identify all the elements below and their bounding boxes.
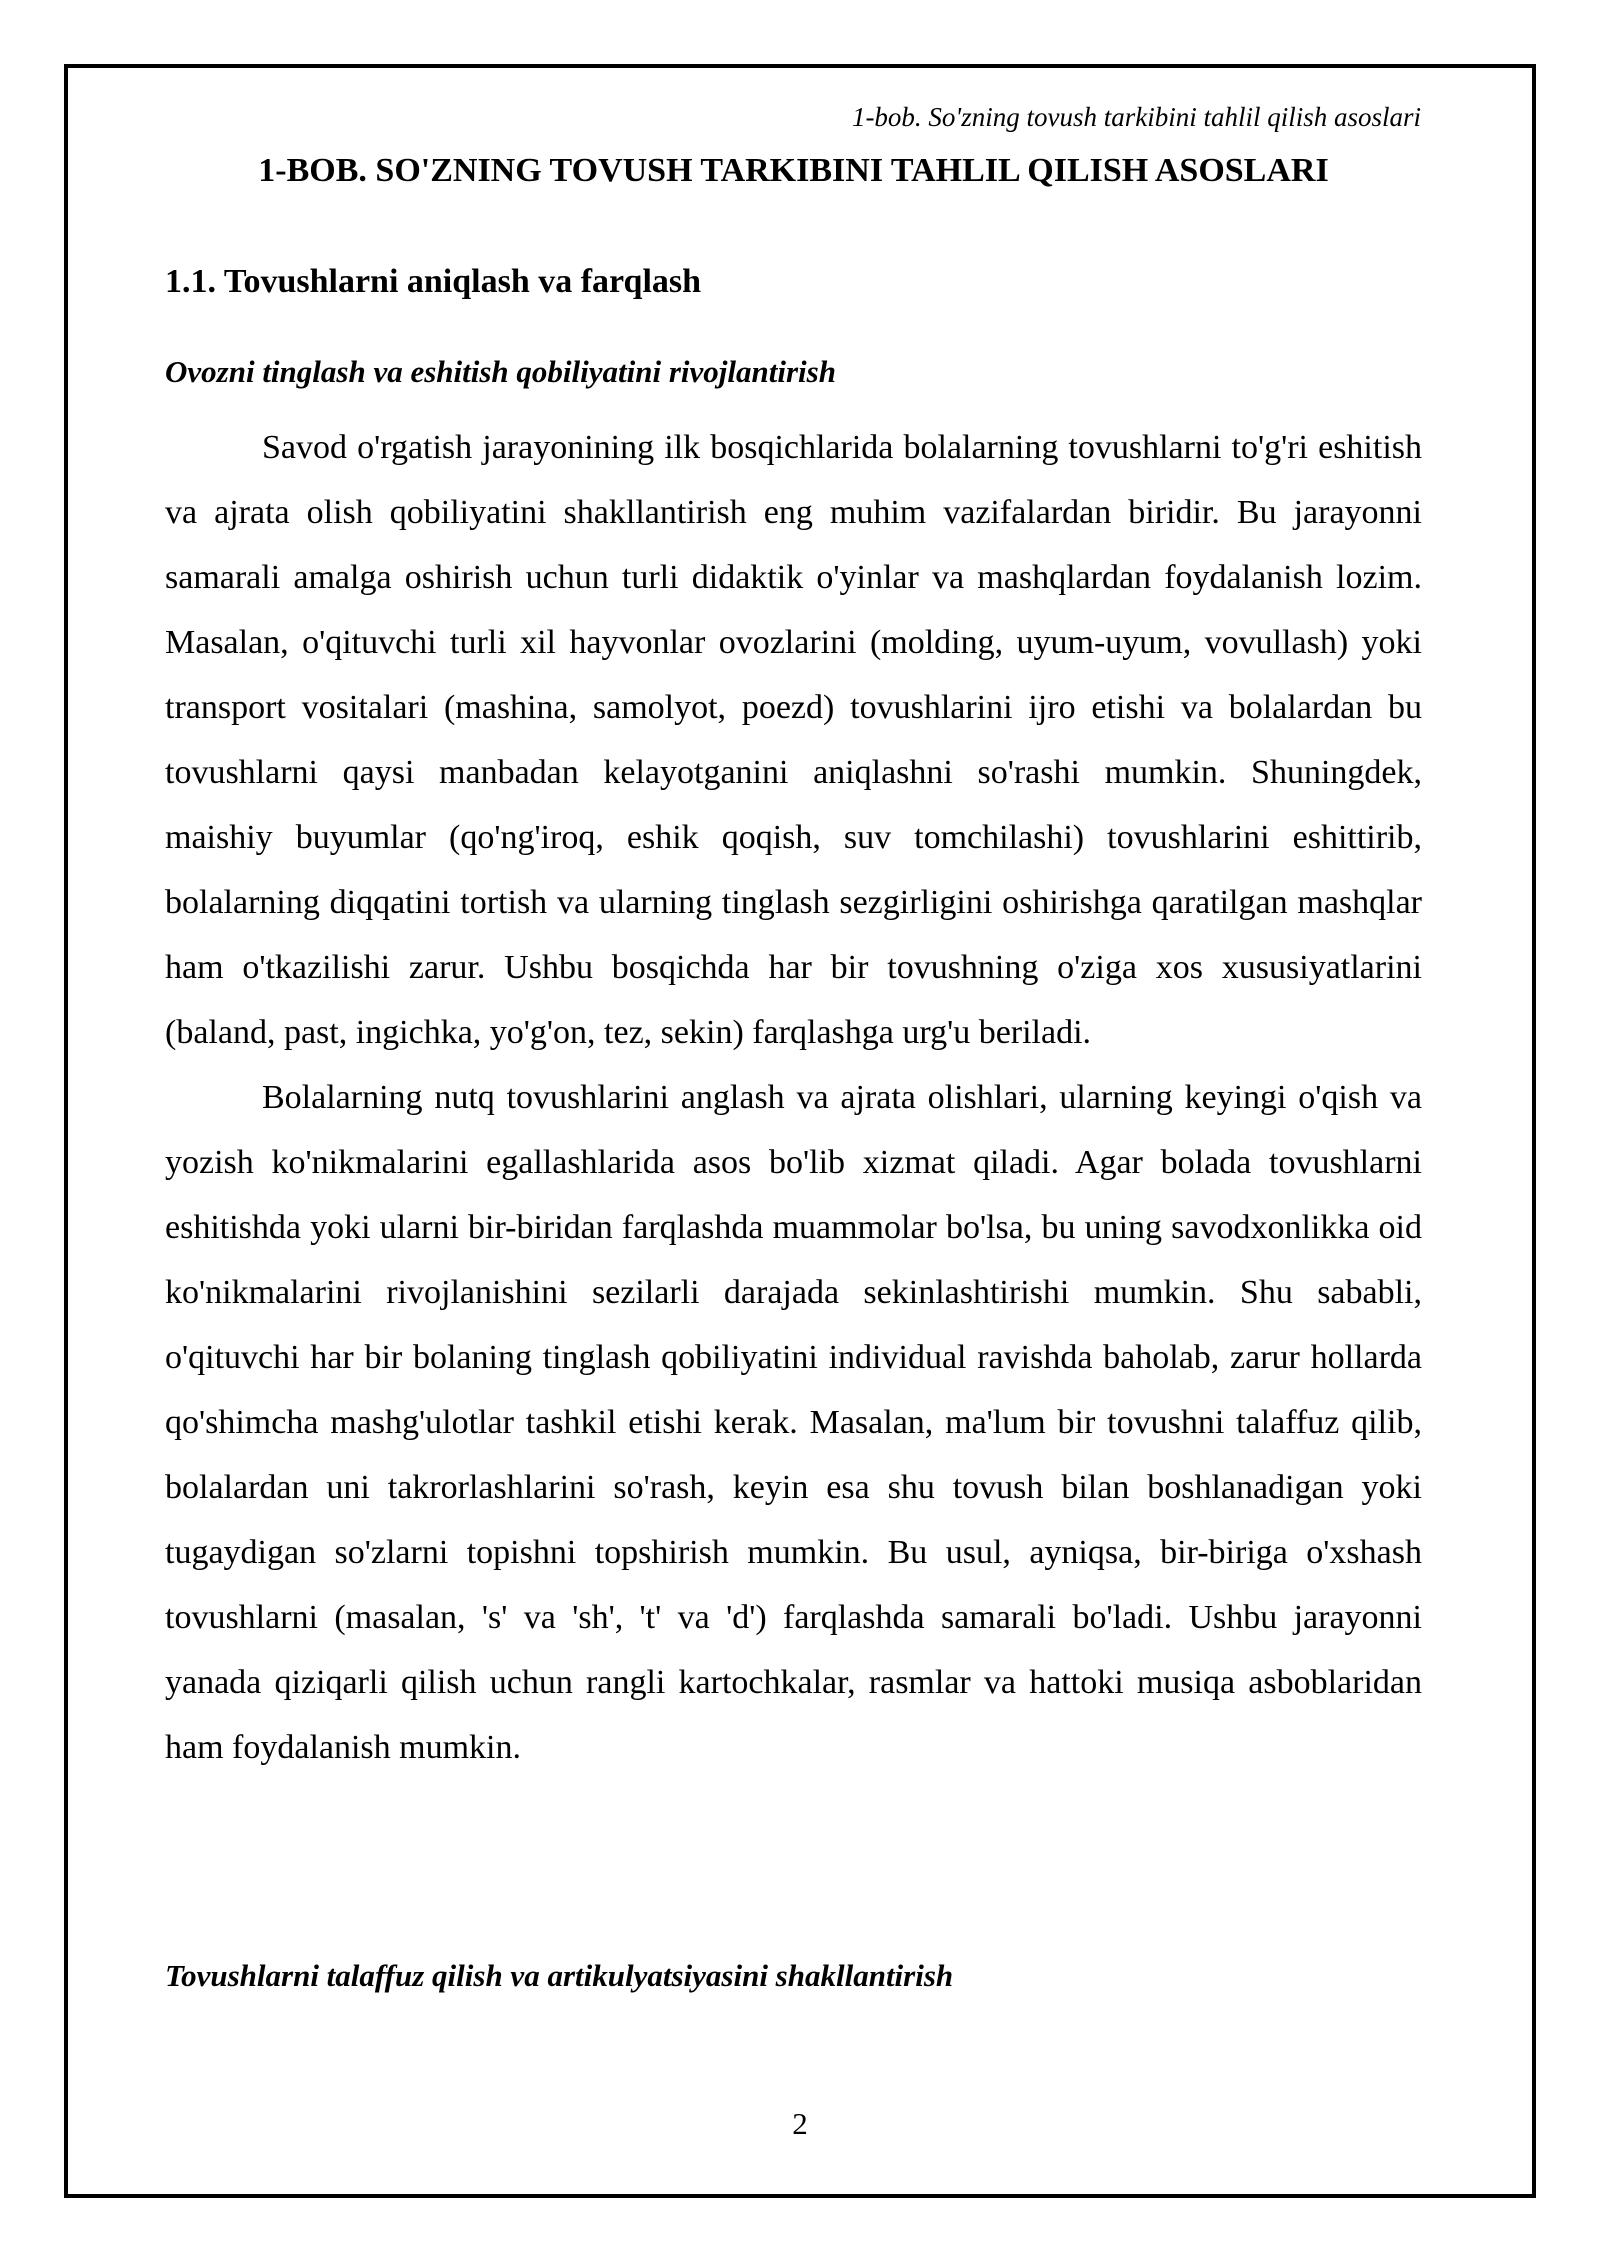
subsection-heading: Tovushlarni talaffuz qilish va artikulyatsiyasini shakllantirish xyxy=(165,1958,954,1993)
running-header: 1-bob. So'zning tovush tarkibini tahlil qilish asoslari xyxy=(851,102,1421,132)
chapter-title: 1-BOB. SO'ZNING TOVUSH TARKIBINI TAHLIL QILISH ASOSLARI xyxy=(258,152,1329,189)
paragraph: Savod o'rgatish jarayonining ilk bosqichlarida bolalarning tovushlarni to'g'ri eshitish va ajrata olish qobiliyatini shakllantirish eng muhim vazifalardan biridir. Bu jarayonni samarali amalga oshirish uchun turli didaktik o'yinlar va mashqlardan foydalanish lozim. Masalan, o'qituvchi turli xil hayvonlar ovozlarini (molding, uyum-uyum, vovullash) yoki transport vositalari (mashina, samolyot, poezd) tovushlarini ijro etishi va bolalardan bu tovushlarni qaysi manbadan kelayotganini aniqlashni so'rashi mumkin. Shuningdek, maishiy buyumlar (qo'ng'iroq, eshik qoqish, suv tomchilashi) tovushlarini eshittirib, bolalarning diqqatini tortish va ularning tinglash sezgirligini oshirishga qaratilgan mashqlar ham o'tkazilishi zarur. Ushbu bosqichda har bir tovushning o'ziga xos xususiyatlarini (baland, past, ingichka, yo'g'on, tez, sekin) farqlashga urg'u beriladi. xyxy=(165,429,1422,1051)
page-number: 2 xyxy=(792,2106,808,2141)
section-title: 1.1. Tovushlarni aniqlash va farqlash xyxy=(165,263,702,300)
body-text xyxy=(165,415,1422,1780)
subsection-heading: Ovozni tinglash va eshitish qobiliyatini rivojlantirish xyxy=(165,354,836,389)
paragraph: Bolalarning nutq tovushlarini anglash va ajrata olishlari, ularning keyingi o'qish va yozish ko'nikmalarini egallashlarida asos bo'lib xizmat qiladi. Agar bolada tovushlarni eshitishda yoki ularni bir-biridan farqlashda muammolar bo'lsa, bu uning savodxonlikka oid ko'nikmalarini rivojlanishini sezilarli darajada sekinlashtirishi mumkin. Shu sababli, o'qituvchi har bir bolaning tinglash qobiliyatini individual ravishda baholab, zarur hollarda qo'shimcha mashg'ulotlar tashkil etishi kerak. Masalan, ma'lum bir tovushni talaffuz qilib, bolalardan uni takrorlashlarini so'rash, keyin esa shu tovush bilan boshlanadigan yoki tugaydigan so'zlarni topishni topshirish mumkin. Bu usul, ayniqsa, bir-biriga o'xshash tovushlarni (masalan, 's' va 'sh', 't' va 'd') farqlashda samarali bo'ladi. Ushbu jarayonni yanada qiziqarli qilish uchun rangli kartochkalar, rasmlar va hattoki musiqa asboblaridan ham foydalanish mumkin. xyxy=(165,1079,1422,1766)
